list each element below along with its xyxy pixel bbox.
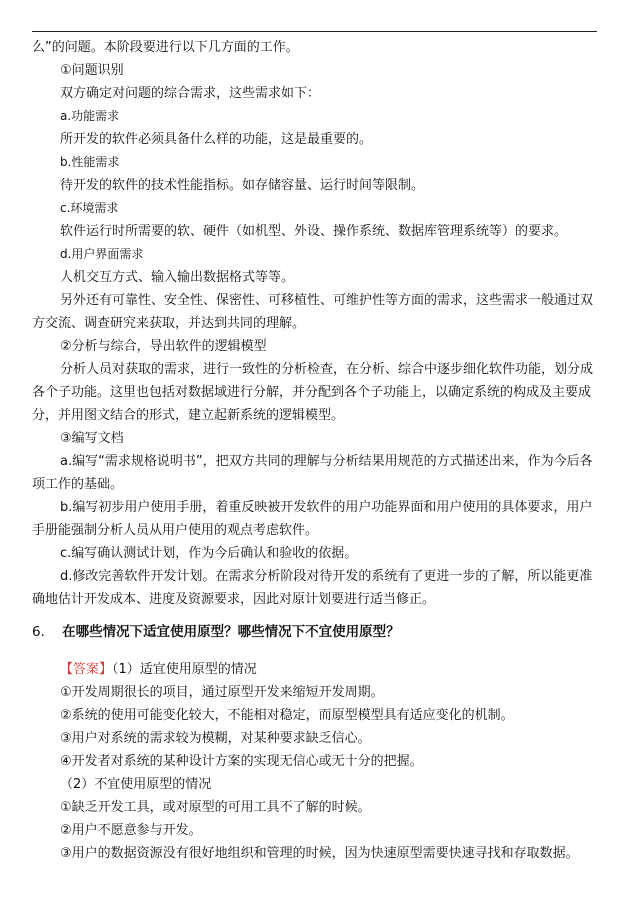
answer-item: ①开发周期很长的项目，通过原型开发来缩短开发周期。: [60, 684, 384, 700]
paragraph-doc-a: a.编写“需求规格说明书”，把双方共同的理解与分析结果用规范的方式描述出来，作为今后各项工作的基础。: [32, 454, 593, 492]
answer-tag: 【答案】: [60, 661, 113, 677]
paragraph-line: 双方确定对问题的综合需求，这些需求如下：: [60, 86, 321, 101]
answer-item: ④开发者对系统的某种设计方案的实现无信心或无十分的把握。: [60, 753, 423, 769]
paragraph-other-requirements: 另外还有可靠性、安全性、保密性、可移植性、可维护性等方面的需求，这些需求一般通过双方交流、调查研究来获取，并达到共同的理解。: [32, 293, 594, 331]
subheading-ui-requirements: d.用户界面需求: [60, 247, 144, 261]
question-heading: [32, 621, 604, 644]
paragraph-doc-c: c.编写确认测试计划，作为今后确认和验收的依据。: [60, 546, 358, 561]
header-rule: [32, 31, 597, 32]
paragraph-line: 待开发的软件的技术性能指标。如存储容量、运行时间等限制。: [60, 178, 425, 193]
paragraph-line: 所开发的软件必须具备什么样的功能，这是最重要的。: [60, 132, 373, 147]
answer-item: ②系统的使用可能变化较大，不能相对稳定，而原型模型具有适应变化的机制。: [60, 707, 514, 723]
answer-item: ③用户的数据资源没有很好地组织和管理的时候，因为快速原型需要快速寻找和存取数据。: [60, 845, 579, 861]
paragraph-doc-b: b.编写初步用户使用手册，着重反映被开发软件的用户功能界面和用户使用的具体要求，用户手册能强制分析人员从用户使用的观点考虑软件。: [32, 500, 593, 538]
document-body: [32, 36, 604, 865]
answer-item: ③用户对系统的需求较为模糊，对某种要求缺乏信心。: [60, 730, 371, 746]
subheading-functional-requirements: a.功能需求: [60, 109, 120, 123]
answer-heading-unsuitable: （2）不宜使用原型的情况: [60, 776, 212, 792]
section-heading-analysis: ②分析与综合，导出软件的逻辑模型: [60, 339, 267, 354]
answer-item: ②用户不愿意参与开发。: [60, 822, 202, 838]
question-text: 在哪些情况下适宜使用原型？哪些情况下不宜使用原型？: [62, 624, 400, 640]
paragraph-line: 软件运行时所需要的软、硬件（如机型、外设、操作系统、数据库管理系统等）的要求。: [60, 224, 568, 239]
subheading-performance-requirements: b.性能需求: [60, 155, 120, 169]
answer-first-line: [32, 658, 604, 681]
paragraph-line: 人机交互方式、输入输出数据格式等等。: [60, 270, 295, 285]
paragraph-analysis: 分析人员对获取的需求，进行一致性的分析检查，在分析、综合中逐步细化软件功能，划分成各个子功能。这里也包括对数据域进行分解，并分配到各个子功能上，以确定系统的构成及主要成分，并用图文结合的形式，建立起新系统的逻辑模型。: [32, 362, 594, 423]
section-heading-problem-identification: ①问题识别: [60, 63, 124, 78]
paragraph-line: 么”的问题。本阶段要进行以下几方面的工作。: [32, 40, 299, 55]
question-number: 6．: [32, 624, 55, 640]
answer-item: ①缺乏开发工具，或对原型的可用工具不了解的时候。: [60, 799, 371, 815]
subheading-environment-requirements: c.环境需求: [60, 201, 119, 215]
paragraph-doc-d: d.修改完善软件开发计划。在需求分析阶段对待开发的系统有了更进一步的了解，所以能更准确地估计开发成本、进度及资源要求，因此对原计划要进行适当修正。: [32, 569, 593, 607]
answer-heading-suitable: （1）适宜使用原型的情况: [112, 661, 257, 677]
section-heading-documentation: ③编写文档: [60, 431, 124, 446]
